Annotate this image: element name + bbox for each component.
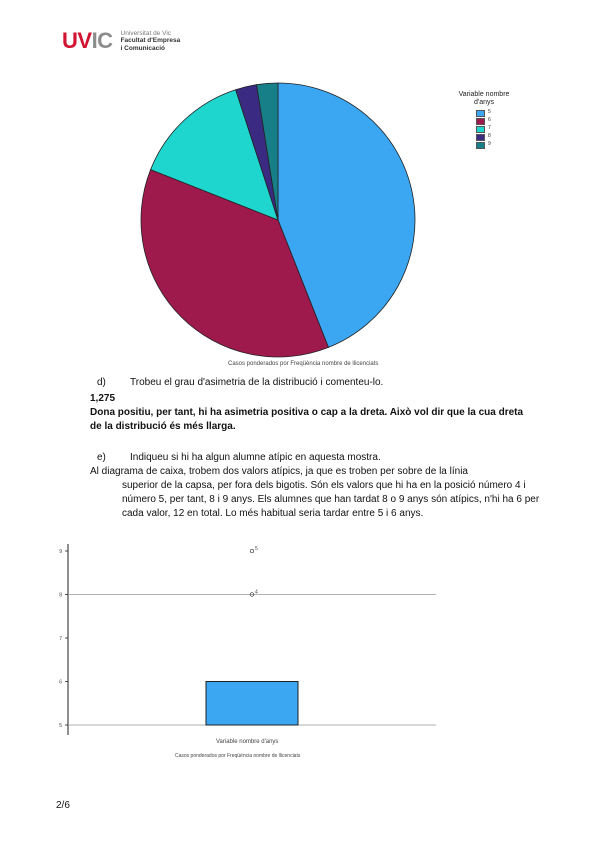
question-d-answer: Dona positiu, per tant, hi ha asimetria positiva o cap a la dreta. Això vol dir que la cua dreta de la distribució és més llarga.	[90, 407, 524, 432]
question-e-answer-first-line: Al diagrama de caixa, trobem dos valors atípics, ja que es troben per sobre de la línia	[90, 466, 468, 477]
legend-swatch	[476, 142, 485, 149]
legend-item-5	[476, 109, 513, 117]
legend-swatch	[476, 126, 485, 133]
legend-item-9	[476, 141, 513, 149]
logo-faculty-name: Facultat d'Empresa	[120, 37, 181, 45]
logo-faculty-name-2: i Comunicació	[120, 44, 165, 52]
legend-label: 7	[488, 125, 491, 132]
pie-legend	[455, 91, 513, 149]
box-plot	[56, 540, 440, 740]
box	[206, 682, 298, 726]
question-d-label: d)	[97, 377, 106, 388]
university-logo	[62, 28, 180, 54]
legend-label: 9	[488, 141, 491, 148]
legend-title: Variable nombre d'anys	[458, 91, 510, 106]
y-tick-label: 7	[59, 636, 62, 642]
page-number: 2/6	[56, 800, 70, 811]
question-e-label: e)	[97, 452, 106, 463]
legend-label: 5	[488, 109, 491, 116]
legend-swatch	[476, 118, 485, 125]
y-tick-label: 6	[59, 679, 62, 686]
question-e-text: Indiqueu si hi ha algun alumne atípic en aquesta mostra.	[130, 452, 381, 463]
pie-chart	[140, 82, 430, 364]
legend-swatch	[476, 134, 485, 141]
skewness-value: 1,275	[90, 393, 116, 404]
question-e-answer: superior de la capsa, per fora dels bigotis. Són els valors que hi ha en la posició número 4 i número 5, per tant, 8 i 9 anys. Els alumnes que han tardat 8 o 9 anys són atípics, n'hi ha 6 per cada valor, 12 en total. Lo més habitual seria tardar entre 5 i 6 anys.	[122, 480, 540, 519]
legend-item-8	[476, 133, 513, 141]
logo-subtitle	[121, 30, 181, 53]
outlier-label: 5	[255, 546, 258, 552]
boxplot-caption: Casos ponderados por Freqüència nombre de llicenciats	[175, 753, 301, 759]
boxplot-xlabel: Variable nombre d'anys	[216, 739, 279, 745]
pie-caption: Casos ponderados por Freqüència nombre de llicenciats	[228, 361, 379, 367]
outlier-label: 4	[255, 589, 258, 596]
outlier-point	[250, 549, 254, 553]
legend-item-6	[476, 117, 513, 125]
y-tick-label: 8	[59, 592, 62, 599]
legend-swatch	[476, 110, 485, 117]
y-tick-label: 5	[59, 723, 62, 729]
logo-wordmark: UVIC	[62, 28, 113, 53]
legend-label: 6	[488, 117, 491, 124]
question-d-text: Trobeu el grau d'asimetria de la distribució i comenteu-lo.	[130, 377, 384, 388]
legend-item-7	[476, 125, 513, 133]
y-tick-label: 9	[59, 549, 62, 555]
logo-university-name: Universitat de Vic	[120, 29, 172, 37]
legend-label: 8	[488, 133, 491, 140]
